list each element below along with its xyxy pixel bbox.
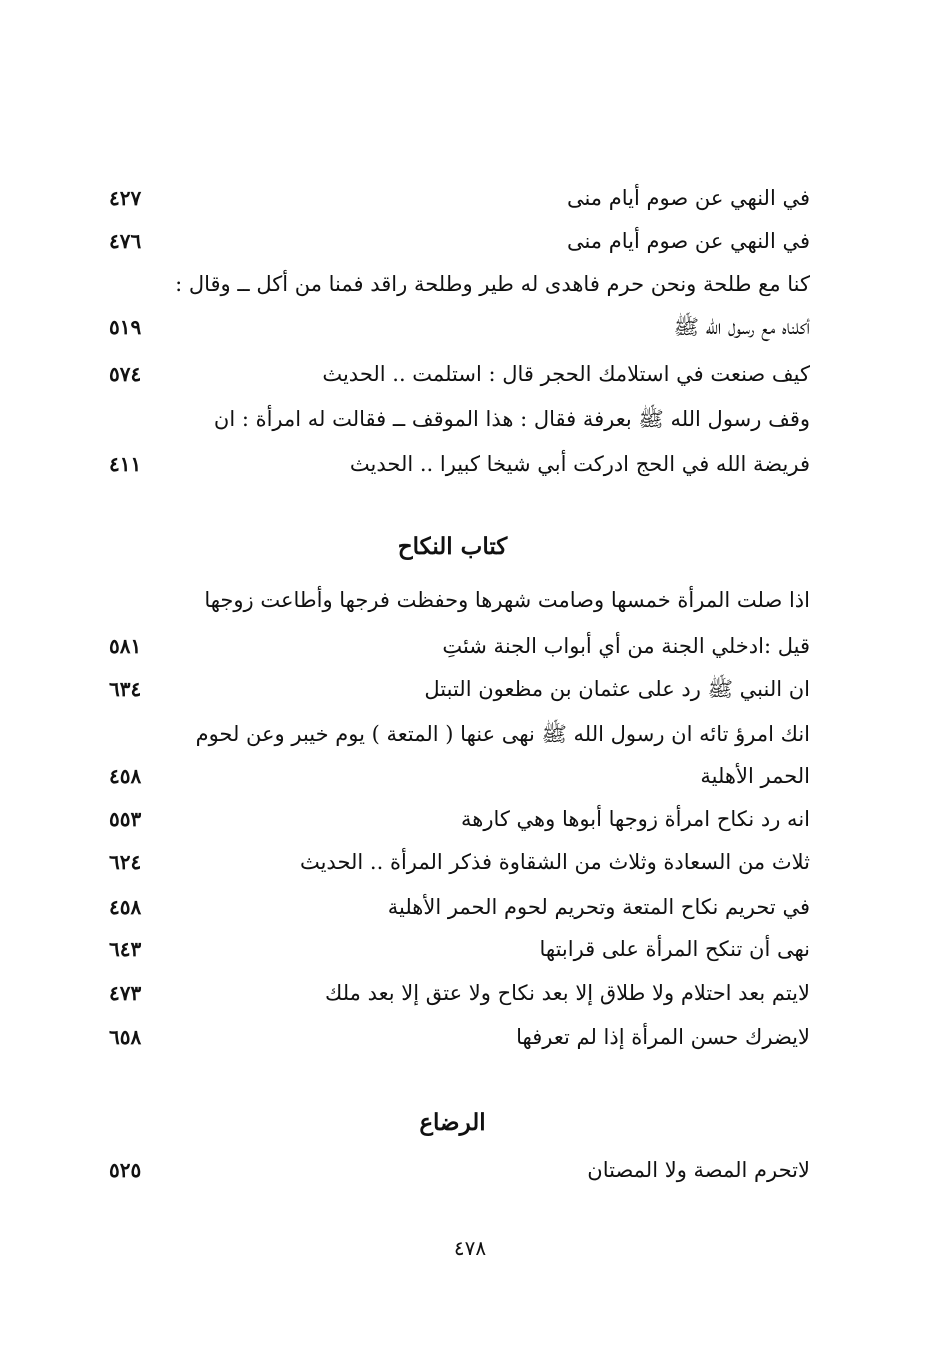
index-entry (95, 971, 810, 1015)
section-heading: الرضاع (419, 1109, 486, 1136)
entry-page-number: ٥٥٣ (109, 807, 142, 831)
index-entry (95, 352, 810, 396)
entry-text: ان النبي ﷺ رد على عثمان بن مظعون التبتل (424, 677, 810, 701)
index-entry (95, 797, 810, 841)
index-entry (95, 754, 810, 798)
index-entry (95, 667, 810, 711)
entry-page-number: ٤٧٣ (109, 981, 142, 1005)
entry-text: في النهي عن صوم أيام منى (566, 229, 810, 253)
entry-page-number: ٤٢٧ (109, 186, 142, 210)
entry-page-number: ٥٨١ (109, 634, 142, 658)
entry-text: كيف صنعت في استلامك الحجر قال : استلمت .. الحديث (322, 362, 810, 386)
index-entry (95, 262, 810, 306)
page-number: ٤٧٨ (453, 1236, 487, 1260)
entry-page-number: ٤١١ (109, 452, 142, 476)
index-entry (95, 712, 810, 756)
entry-page-number: ٦٥٨ (109, 1025, 142, 1049)
entry-text: الحمر الأهلية (700, 764, 810, 788)
entry-text: قيل :ادخلي الجنة من أي أبواب الجنة شئتِ (442, 634, 810, 658)
entry-text: فريضة الله في الحج ادركت أبي شيخا كبيرا .. الحديث (349, 452, 810, 476)
entry-text: أكلناه مع رسول الله ﷺ (673, 315, 810, 339)
index-entry (95, 885, 810, 929)
entry-text: لاتحرم المصة ولا المصتان (587, 1158, 810, 1182)
index-entry (95, 442, 810, 486)
entry-text: في تحريم نكاح المتعة وتحريم لحوم الحمر الأهلية (387, 895, 810, 919)
index-entry (95, 305, 810, 349)
entry-page-number: ٦٢٤ (109, 850, 142, 874)
entry-page-number: ٥١٩ (109, 315, 142, 339)
index-entry (95, 176, 810, 220)
section-heading: كتاب النكاح (397, 533, 508, 560)
index-entry (95, 219, 810, 263)
entry-text: انه رد نكاح امرأة زوجها أبوها وهي كارهة (461, 807, 810, 831)
index-entry (95, 1015, 810, 1059)
index-entry (95, 578, 810, 622)
entry-text: اذا صلت المرأة خمسها وصامت شهرها وحفظت فرجها وأطاعت زوجها (204, 588, 810, 612)
entry-text: نهى أن تنكح المرأة على قرابتها (539, 937, 810, 961)
entry-page-number: ٥٧٤ (109, 362, 142, 386)
entry-page-number: ٤٥٨ (109, 764, 142, 788)
index-entry (95, 840, 810, 884)
index-entry (95, 397, 810, 441)
entry-text: ثلاث من السعادة وثلاث من الشقاوة فذكر المرأة .. الحديث (299, 850, 810, 874)
entry-text: كنا مع طلحة ونحن حرم فاهدى له طير وطلحة راقد فمنا من أكل ــ وقال : (175, 272, 810, 296)
entry-page-number: ٦٣٤ (109, 677, 142, 701)
entry-text: لايتم بعد احتلام ولا طلاق إلا بعد نكاح ولا عتق إلا بعد ملك (325, 981, 810, 1005)
entry-page-number: ٥٢٥ (109, 1158, 142, 1182)
entry-page-number: ٦٤٣ (109, 937, 142, 961)
entry-text: في النهي عن صوم أيام منى (566, 186, 810, 210)
index-entry (95, 1148, 810, 1192)
entry-text: لايضرك حسن المرأة إذا لم تعرفها (516, 1025, 810, 1049)
entry-text: وقف رسول الله ﷺ بعرفة فقال : هذا الموقف ــ فقالت له امرأة : ان (213, 407, 810, 431)
index-entry (95, 624, 810, 668)
entry-page-number: ٤٥٨ (109, 895, 142, 919)
entry-page-number: ٤٧٦ (109, 229, 142, 253)
index-entry (95, 927, 810, 971)
entry-text: انك امرؤ تائه ان رسول الله ﷺ نهى عنها ( المتعة ) يوم خيبر وعن لحوم (195, 722, 810, 746)
